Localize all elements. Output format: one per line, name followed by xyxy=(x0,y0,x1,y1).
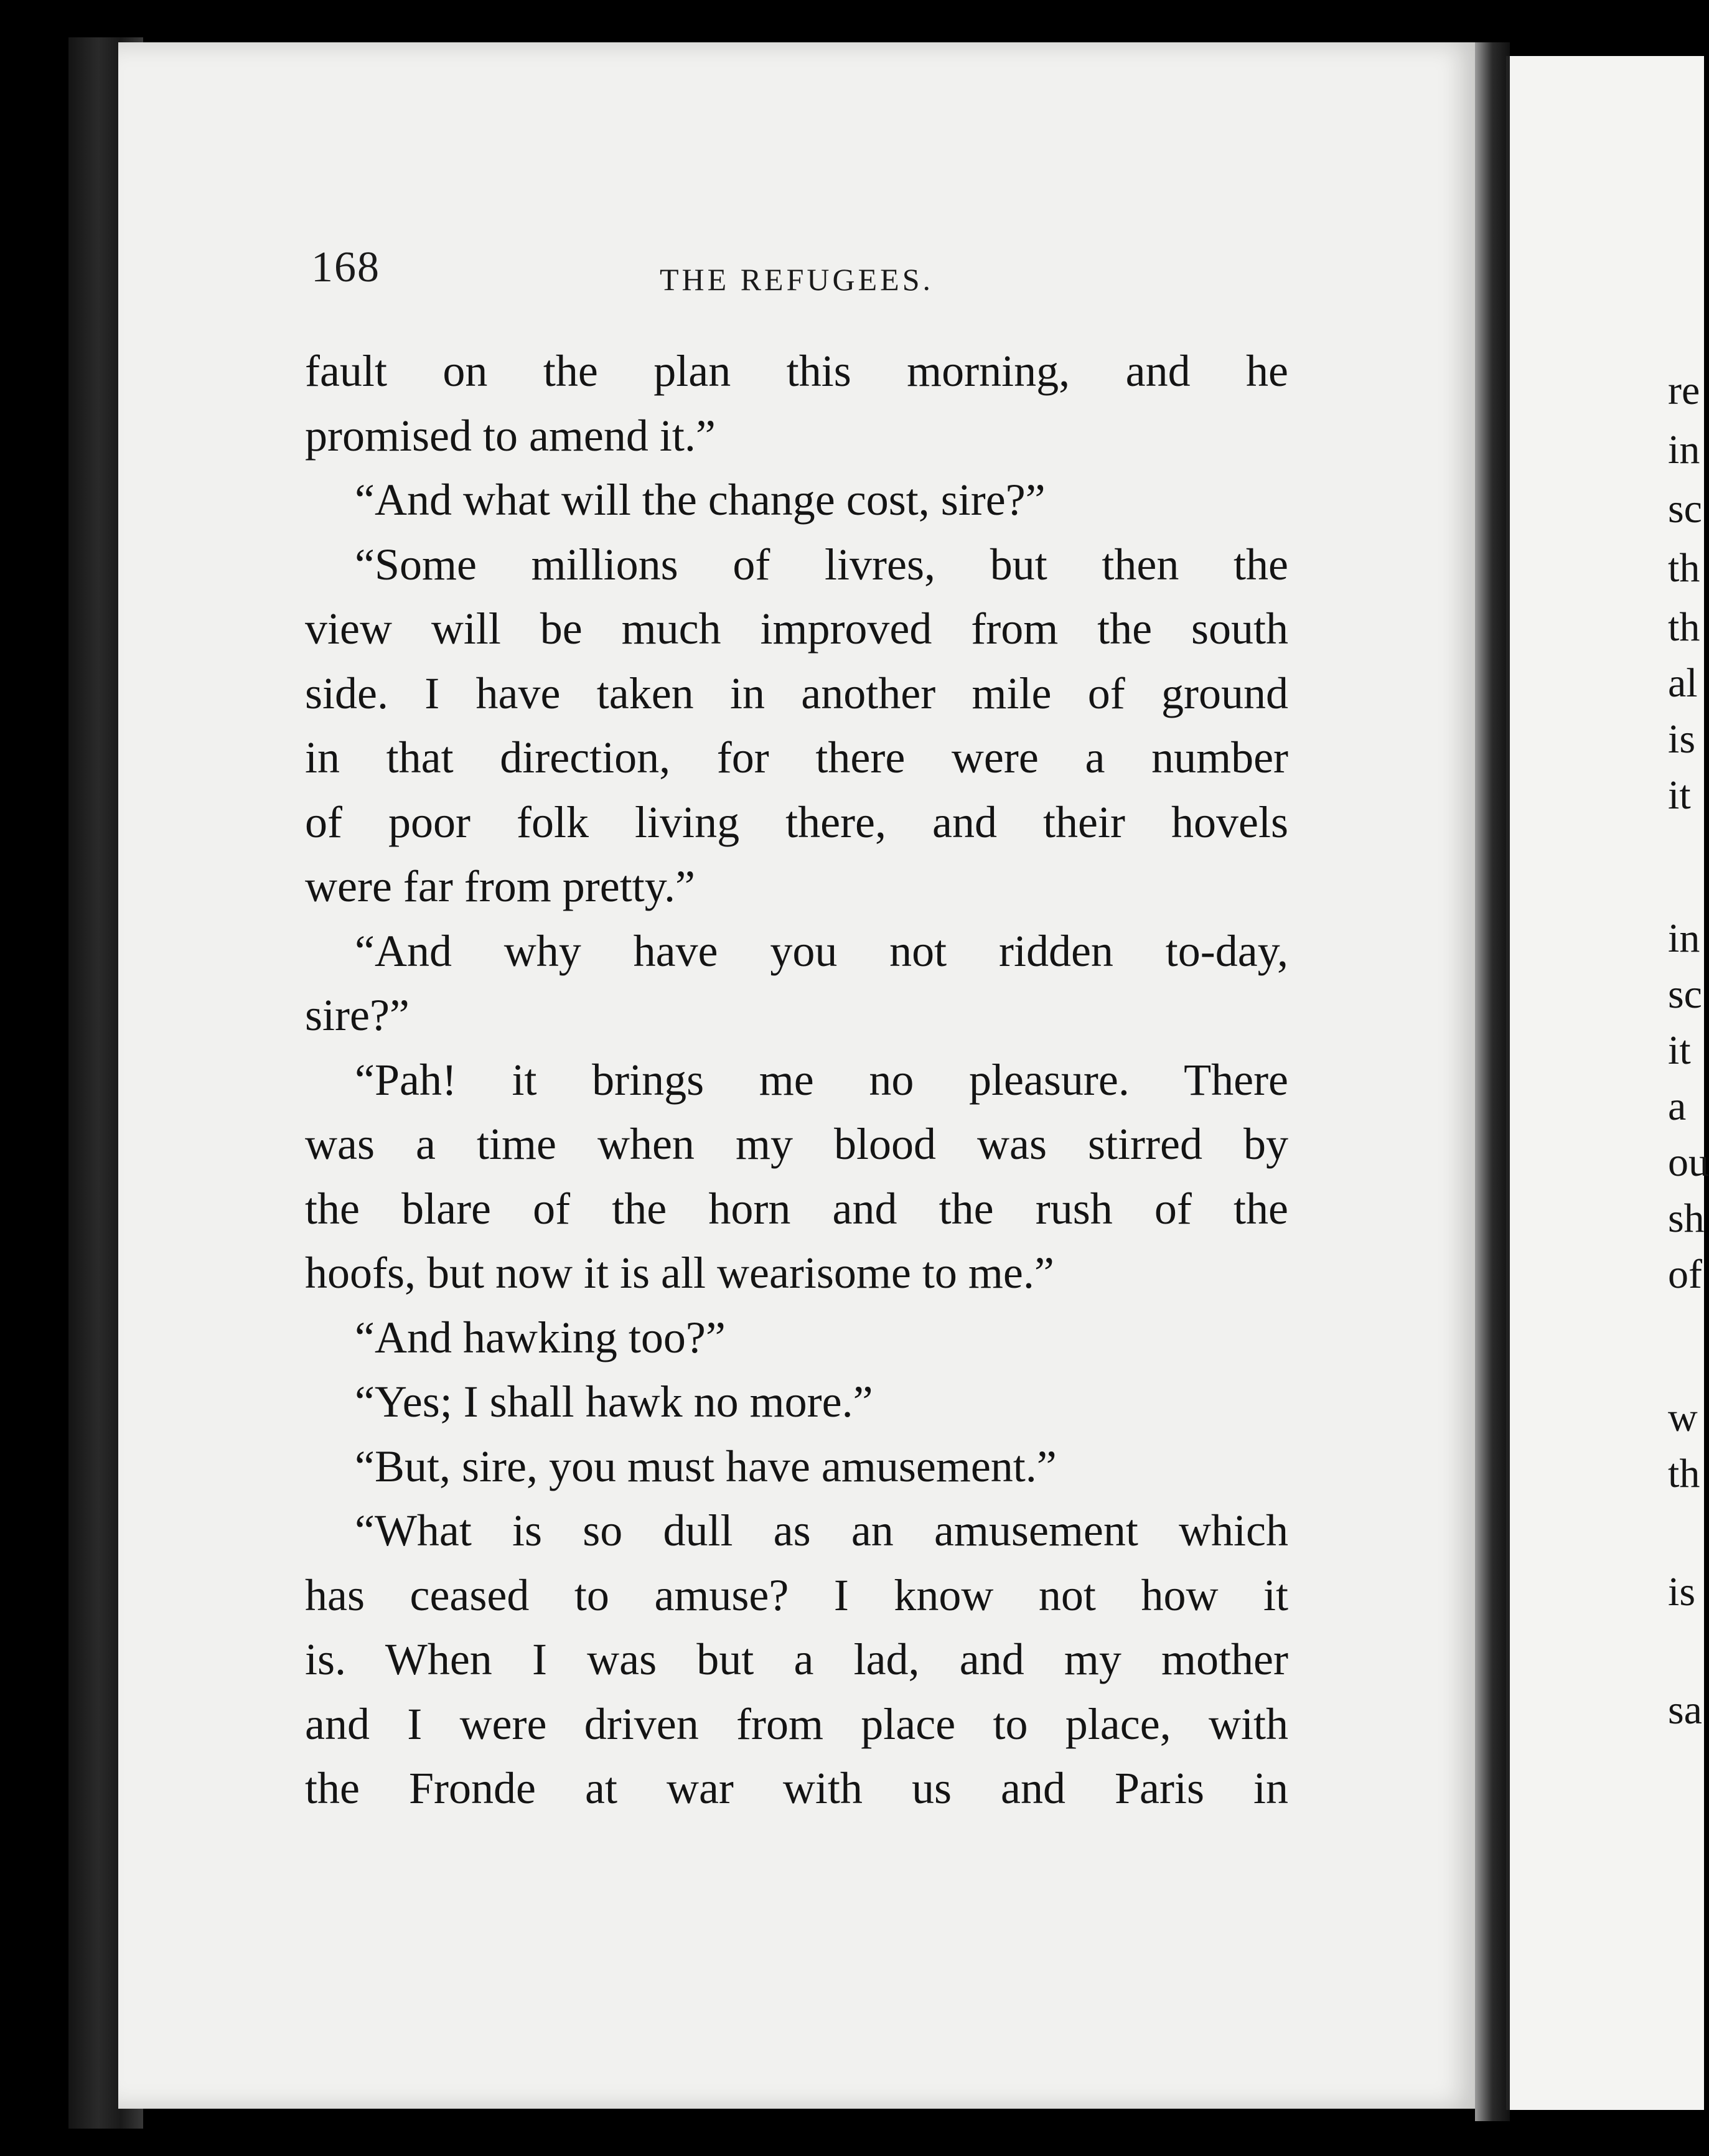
text-line: fault on the plan this morning, and he xyxy=(305,346,1288,396)
right-page-fragment: re xyxy=(1668,368,1700,413)
right-page-fragment: sc xyxy=(1668,972,1702,1017)
text-line: “And hawking too?” xyxy=(355,1312,726,1362)
text-line: “Some millions of livres, but then the xyxy=(355,539,1288,589)
right-page-fragment: it xyxy=(1668,772,1691,818)
text-line: “But, sire, you must have amusement.” xyxy=(355,1441,1057,1491)
right-page-fragment: is xyxy=(1668,716,1696,762)
text-line: promised to amend it.” xyxy=(305,410,716,461)
right-page-fragment: th xyxy=(1668,604,1700,650)
text-line: “Yes; I shall hawk no more.” xyxy=(355,1377,873,1427)
right-page-fragment: th xyxy=(1668,1451,1700,1496)
text-line: were far from pretty.” xyxy=(305,861,695,911)
text-line: view will be much improved from the south xyxy=(305,604,1288,654)
text-line: “And why have you not ridden to-day, xyxy=(355,926,1288,976)
right-page-fragment: a xyxy=(1668,1084,1687,1129)
text-line: was a time when my blood was stirred by xyxy=(305,1119,1288,1169)
page-gutter xyxy=(1475,42,1510,2121)
page-number: 168 xyxy=(311,243,380,291)
right-page-fragment: sh xyxy=(1668,1196,1705,1241)
right-page-fragment: of xyxy=(1668,1252,1702,1297)
right-page-fragment: ou xyxy=(1668,1140,1709,1185)
right-page-fragment: al xyxy=(1668,660,1698,706)
text-line: is. When I was but a lad, and my mother xyxy=(305,1634,1288,1684)
right-page-fragment: th xyxy=(1668,545,1700,591)
text-line: “And what will the change cost, sire?” xyxy=(355,475,1046,525)
text-line: and I were driven from place to place, with xyxy=(305,1699,1288,1749)
right-page-fragment: is xyxy=(1668,1569,1696,1615)
right-page-fragment: w xyxy=(1668,1395,1698,1440)
text-line: sire?” xyxy=(305,990,410,1040)
body-text xyxy=(305,339,1288,1821)
text-line: “Pah! it brings me no pleasure. There xyxy=(355,1054,1288,1105)
text-line: the Fronde at war with us and Paris in xyxy=(305,1763,1288,1813)
right-page-fragment: in xyxy=(1668,916,1700,961)
text-line: in that direction, for there were a number xyxy=(305,733,1288,782)
text-line: hoofs, but now it is all wearisome to me.” xyxy=(305,1248,1054,1298)
text-line: has ceased to amuse? I know not how it xyxy=(305,1570,1288,1620)
text-line: the blare of the horn and the rush of the xyxy=(305,1183,1288,1234)
text-line: “What is so dull as an amusement which xyxy=(355,1506,1288,1555)
right-page-fragment: sa xyxy=(1668,1687,1702,1733)
running-title: THE REFUGEES. xyxy=(660,262,934,297)
right-page-fragment: it xyxy=(1668,1028,1691,1073)
page-header xyxy=(311,243,1295,311)
right-page-fragment: in xyxy=(1668,427,1700,472)
text-line: of poor folk living there, and their hovels xyxy=(305,797,1288,847)
right-page-fragment: sc xyxy=(1668,486,1702,532)
text-line: side. I have taken in another mile of ground xyxy=(305,668,1288,718)
